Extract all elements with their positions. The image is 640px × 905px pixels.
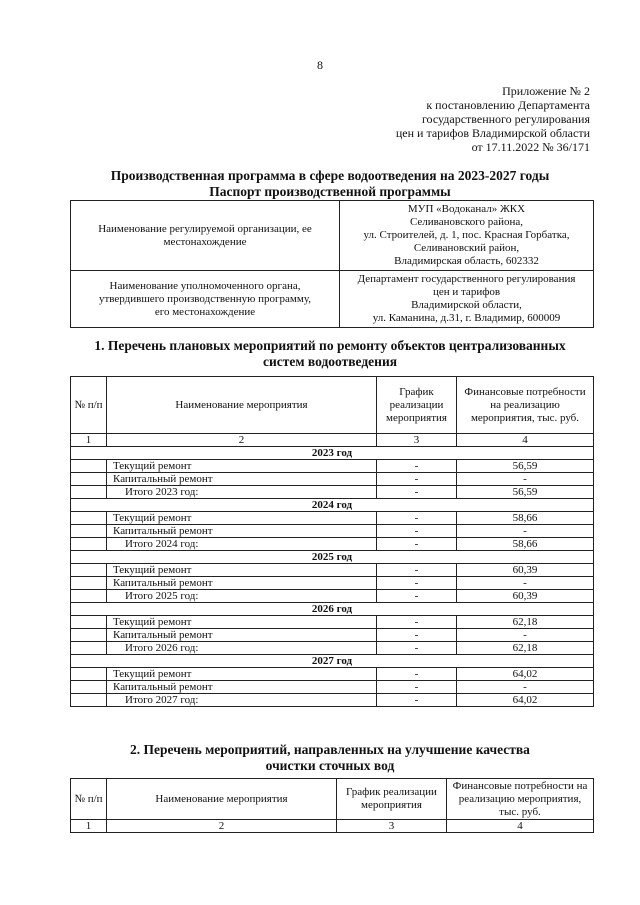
item-value: -	[457, 681, 594, 694]
col-schedule-header: График реализации мероприятия	[337, 779, 447, 820]
total-schedule: -	[377, 538, 457, 551]
passport-label: Наименование регулируемой организации, ее местонахождение	[71, 201, 340, 271]
appendix-line: цен и тарифов Владимирской области	[395, 126, 590, 140]
section2-title: 2. Перечень мероприятий, направленных на улучшение качества	[130, 742, 530, 757]
total-label: Итого 2027 год:	[107, 694, 377, 707]
value-line: Селивановский район,	[413, 242, 520, 254]
item-schedule: -	[377, 668, 457, 681]
item-schedule: -	[377, 577, 457, 590]
item-name: Капитальный ремонт	[107, 473, 377, 486]
col-finance-header: Финансовые потребности на реализацию мероприятия, тыс. руб.	[447, 779, 594, 820]
item-name: Капитальный ремонт	[107, 629, 377, 642]
col-finance-header: Финансовые потребности на реализацию мероприятия, тыс. руб.	[457, 377, 594, 434]
row-number	[71, 460, 107, 473]
passport-title: Паспорт производственной программы	[209, 184, 451, 199]
index-cell: 4	[447, 820, 594, 833]
index-cell: 2	[107, 434, 377, 447]
row-number	[71, 473, 107, 486]
table-row	[71, 473, 594, 486]
year-row	[71, 447, 594, 460]
index-cell: 3	[337, 820, 447, 833]
index-row	[71, 820, 594, 833]
item-value: -	[457, 525, 594, 538]
table-row	[71, 616, 594, 629]
item-schedule: -	[377, 460, 457, 473]
value-line: МУП «Водоканал» ЖКХ	[407, 203, 526, 215]
table-row	[71, 577, 594, 590]
index-cell: 1	[71, 434, 107, 447]
total-row	[71, 642, 594, 655]
label-line: утвердившего производственную программу,	[98, 292, 311, 305]
item-schedule: -	[377, 681, 457, 694]
appendix-block	[396, 84, 590, 154]
total-row	[71, 486, 594, 499]
total-row	[71, 694, 594, 707]
total-value: 62,18	[457, 642, 594, 655]
section1-title: 1. Перечень плановых мероприятий по ремонту объектов централизованных	[94, 338, 566, 353]
total-value: 60,39	[457, 590, 594, 603]
item-schedule: -	[377, 512, 457, 525]
year-row	[71, 655, 594, 668]
index-cell: 4	[457, 434, 594, 447]
row-number	[71, 694, 107, 707]
table-row	[71, 629, 594, 642]
value-line: цен и тарифов	[432, 286, 501, 298]
row-number	[71, 681, 107, 694]
table-row	[71, 525, 594, 538]
year-row	[71, 551, 594, 564]
value-line: ул. Строителей, д. 1, пос. Красная Горбатка,	[363, 229, 570, 241]
item-schedule: -	[377, 473, 457, 486]
passport-value	[340, 201, 594, 271]
year-header: 2023 год	[71, 447, 594, 460]
index-row	[71, 434, 594, 447]
row-number	[71, 564, 107, 577]
appendix-line: к постановлению Департамента	[426, 98, 590, 112]
appendix-line: государственного регулирования	[421, 112, 590, 126]
table-row	[71, 201, 594, 271]
row-number	[71, 512, 107, 525]
item-value: 64,02	[457, 668, 594, 681]
document-title: Производственная программа в сфере водоотведения на 2023-2027 годы	[110, 168, 550, 183]
year-header: 2024 год	[71, 499, 594, 512]
total-label: Итого 2025 год:	[107, 590, 377, 603]
section2-title-2: очистки сточных вод	[265, 758, 395, 773]
item-value: -	[457, 473, 594, 486]
item-schedule: -	[377, 564, 457, 577]
item-schedule: -	[377, 616, 457, 629]
total-value: 58,66	[457, 538, 594, 551]
item-value: 60,39	[457, 564, 594, 577]
table-row	[71, 681, 594, 694]
item-name: Текущий ремонт	[107, 460, 377, 473]
row-number	[71, 642, 107, 655]
item-name: Капитальный ремонт	[107, 681, 377, 694]
appendix-line: от 17.11.2022 № 36/171	[471, 140, 590, 154]
table-header-row	[71, 779, 594, 820]
year-header: 2027 год	[71, 655, 594, 668]
label-line: его местонахождение	[154, 305, 256, 318]
year-row	[71, 603, 594, 616]
item-name: Капитальный ремонт	[107, 525, 377, 538]
table-row	[71, 564, 594, 577]
row-number	[71, 668, 107, 681]
item-schedule: -	[377, 629, 457, 642]
col-schedule-header: График реализации мероприятия	[377, 377, 457, 434]
col-number-header: № п/п	[71, 377, 107, 434]
item-name: Текущий ремонт	[107, 512, 377, 525]
value-line: Селивановского района,	[409, 216, 524, 228]
item-value: 58,66	[457, 512, 594, 525]
value-line: Владимирской области,	[411, 299, 522, 311]
appendix-line: Приложение № 2	[502, 84, 590, 98]
row-number	[71, 486, 107, 499]
total-label: Итого 2024 год:	[107, 538, 377, 551]
item-value: 56,59	[457, 460, 594, 473]
index-cell: 1	[71, 820, 107, 833]
total-row	[71, 590, 594, 603]
label-line: Наименование уполномоченного органа,	[109, 279, 301, 292]
row-number	[71, 538, 107, 551]
value-line: Владимирская область, 602332	[394, 255, 539, 267]
year-row	[71, 499, 594, 512]
item-schedule: -	[377, 525, 457, 538]
index-cell: 2	[107, 820, 337, 833]
table-header-row	[71, 377, 594, 434]
row-number	[71, 616, 107, 629]
value-line: Департамент государственного регулирования	[357, 273, 576, 285]
table-row	[71, 668, 594, 681]
col-name-header: Наименование мероприятия	[107, 779, 337, 820]
year-header: 2026 год	[71, 603, 594, 616]
row-number	[71, 590, 107, 603]
table-row	[71, 460, 594, 473]
row-number	[71, 629, 107, 642]
page-number: 8	[317, 58, 323, 72]
item-name: Текущий ремонт	[107, 616, 377, 629]
index-cell: 3	[377, 434, 457, 447]
col-name-header: Наименование мероприятия	[107, 377, 377, 434]
item-value: 62,18	[457, 616, 594, 629]
section1-title-2: систем водоотведения	[262, 354, 398, 369]
total-schedule: -	[377, 694, 457, 707]
total-label: Итого 2026 год:	[107, 642, 377, 655]
total-schedule: -	[377, 642, 457, 655]
table-row	[71, 512, 594, 525]
quality-table	[70, 778, 594, 833]
item-value: -	[457, 577, 594, 590]
table-row	[71, 271, 594, 328]
value-line: ул. Каманина, д.31, г. Владимир, 600009	[372, 312, 561, 324]
item-name: Капитальный ремонт	[107, 577, 377, 590]
total-label: Итого 2023 год:	[107, 486, 377, 499]
col-number-header: № п/п	[71, 779, 107, 820]
item-name: Текущий ремонт	[107, 668, 377, 681]
passport-label	[71, 271, 340, 328]
total-value: 64,02	[457, 694, 594, 707]
total-row	[71, 538, 594, 551]
total-schedule: -	[377, 486, 457, 499]
total-value: 56,59	[457, 486, 594, 499]
item-value: -	[457, 629, 594, 642]
passport-value	[340, 271, 594, 328]
passport-table	[70, 200, 594, 328]
row-number	[71, 525, 107, 538]
total-schedule: -	[377, 590, 457, 603]
row-number	[71, 577, 107, 590]
item-name: Текущий ремонт	[107, 564, 377, 577]
year-header: 2025 год	[71, 551, 594, 564]
repairs-table	[70, 376, 594, 707]
